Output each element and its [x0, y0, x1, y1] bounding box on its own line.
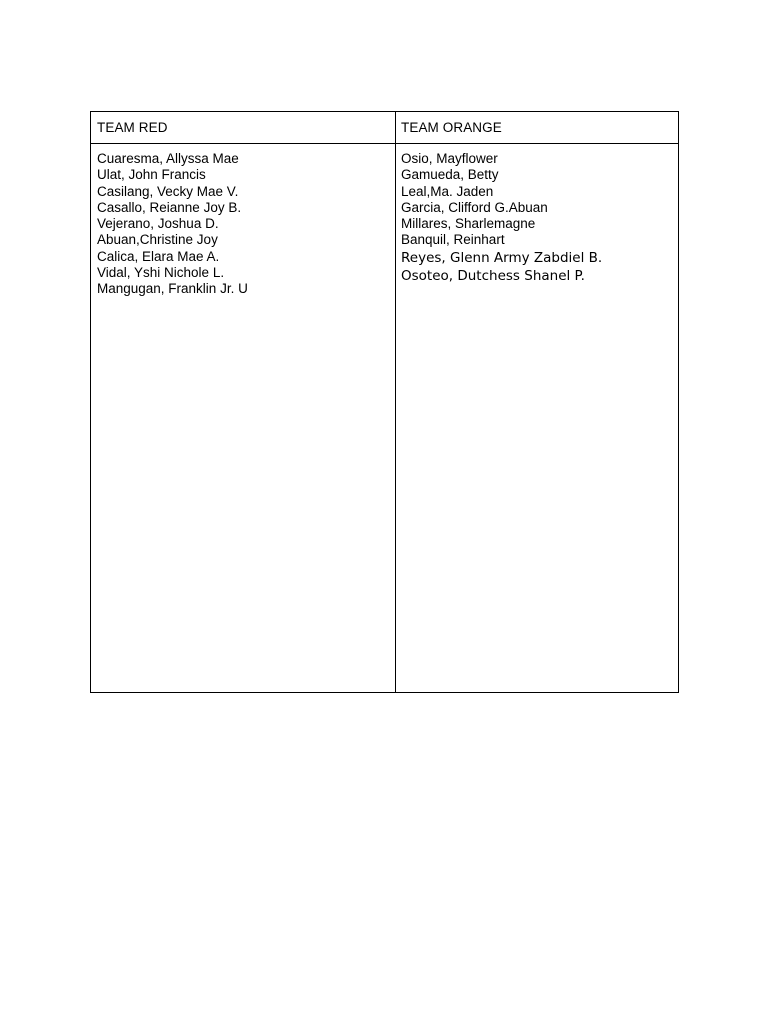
team-orange-member: Osio, Mayflower [401, 151, 498, 166]
team-red-member: Casallo, Reianne Joy B. [97, 199, 242, 215]
team-red-header: TEAM RED [97, 120, 168, 135]
team-red-members [97, 151, 248, 298]
column-divider [395, 112, 396, 692]
team-orange-member: Reyes, Glenn Army Zabdiel B. [401, 249, 603, 266]
team-orange-members [401, 151, 602, 286]
table-header-row [91, 112, 678, 144]
team-red-member: Vejerano, Joshua D. [97, 216, 219, 232]
team-orange-member: Garcia, Clifford G.Abuan [401, 199, 548, 215]
team-red-member: Abuan,Christine Joy [97, 232, 218, 248]
team-red-member: Ulat, John Francis [97, 167, 206, 183]
team-orange-member: Millares, Sharlemagne [401, 216, 536, 232]
team-red-member: Vidal, Yshi Nichole L. [97, 265, 225, 281]
team-orange-header: TEAM ORANGE [401, 120, 502, 135]
team-red-member: Calica, Elara Mae A. [97, 248, 220, 264]
team-red-member: Cuaresma, Allyssa Mae [97, 151, 239, 166]
team-orange-member: Banquil, Reinhart [401, 232, 505, 248]
team-red-member: Casilang, Vecky Mae V. [97, 183, 239, 199]
team-orange-member: Leal,Ma. Jaden [401, 183, 494, 199]
team-red-member: Mangugan, Franklin Jr. U [97, 281, 248, 297]
team-orange-member: Osoteo, Dutchess Shanel P. [401, 268, 585, 285]
team-orange-member: Gamueda, Betty [401, 167, 499, 183]
team-table [90, 111, 679, 693]
